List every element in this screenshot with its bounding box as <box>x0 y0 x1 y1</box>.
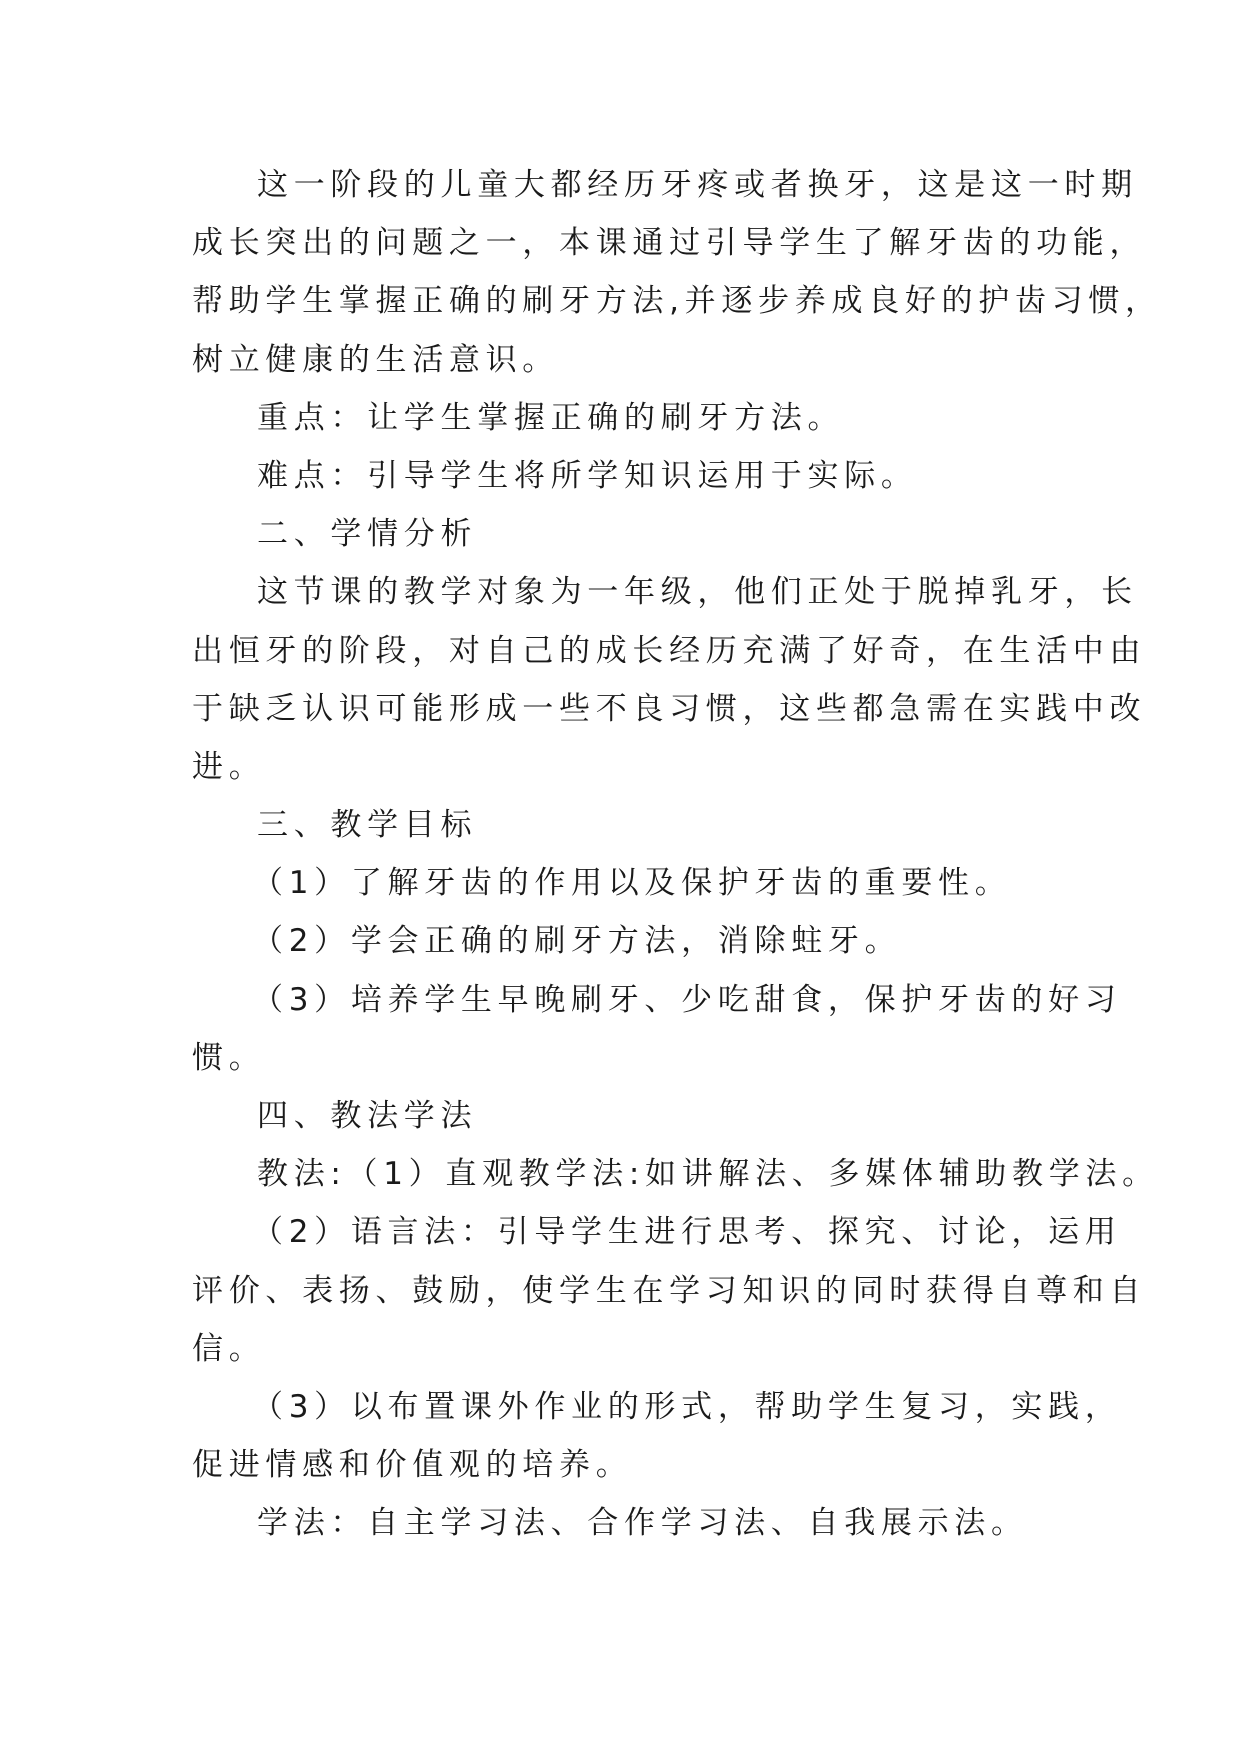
objective-item: （3）培养学生早晚刷牙、少吃甜食，保护牙齿的好习 <box>252 981 1122 1018</box>
objective-item: （2）学会正确的刷牙方法，消除蛀牙。 <box>252 923 902 960</box>
paragraph-line: 惯。 <box>192 1039 266 1076</box>
section-heading: 三、教学目标 <box>257 807 478 844</box>
paragraph-line: 出恒牙的阶段，对自己的成长经历充满了好奇，在生活中由 <box>192 632 1147 669</box>
learning-method-line: 学法：自主学习法、合作学习法、自我展示法。 <box>257 1505 1028 1542</box>
paragraph-line: 评价、表扬、鼓励，使学生在学习知识的同时获得自尊和自 <box>192 1272 1147 1309</box>
paragraph-line: 进。 <box>192 748 266 785</box>
key-point-line: 重点：让学生掌握正确的刷牙方法。 <box>257 399 845 436</box>
paragraph-line: 这节课的教学对象为一年级，他们正处于脱掉乳牙，长 <box>257 574 1138 611</box>
paragraph-line: 这一阶段的儿童大都经历牙疼或者换牙，这是这一时期 <box>257 167 1138 203</box>
difficulty-line: 难点：引导学生将所学知识运用于实际。 <box>257 457 918 494</box>
paragraph-line: 促进情感和价值观的培养。 <box>192 1447 633 1484</box>
paragraph-line: 于缺乏认识可能形成一些不良习惯，这些都急需在实践中改 <box>192 690 1147 727</box>
paragraph-line: 树立健康的生活意识。 <box>192 341 559 378</box>
teaching-method-line: （3）以布置课外作业的形式，帮助学生复习，实践， <box>252 1388 1122 1425</box>
paragraph-line: 信。 <box>192 1330 266 1367</box>
teaching-method-line: 教法:（1）直观教学法:如讲解法、多媒体辅助教学法。 <box>257 1156 1159 1193</box>
document-body <box>192 156 1162 1553</box>
objective-item: （1）了解牙齿的作用以及保护牙齿的重要性。 <box>252 865 1012 902</box>
teaching-method-line: （2）语言法：引导学生进行思考、探究、讨论，运用 <box>252 1214 1122 1251</box>
paragraph-line: 成长突出的问题之一，本课通过引导学生了解牙齿的功能， <box>192 225 1147 262</box>
section-heading: 二、学情分析 <box>257 516 478 553</box>
paragraph-line: 帮助学生掌握正确的刷牙方法,并逐步养成良好的护齿习惯， <box>192 283 1162 320</box>
section-heading: 四、教法学法 <box>257 1098 478 1134</box>
